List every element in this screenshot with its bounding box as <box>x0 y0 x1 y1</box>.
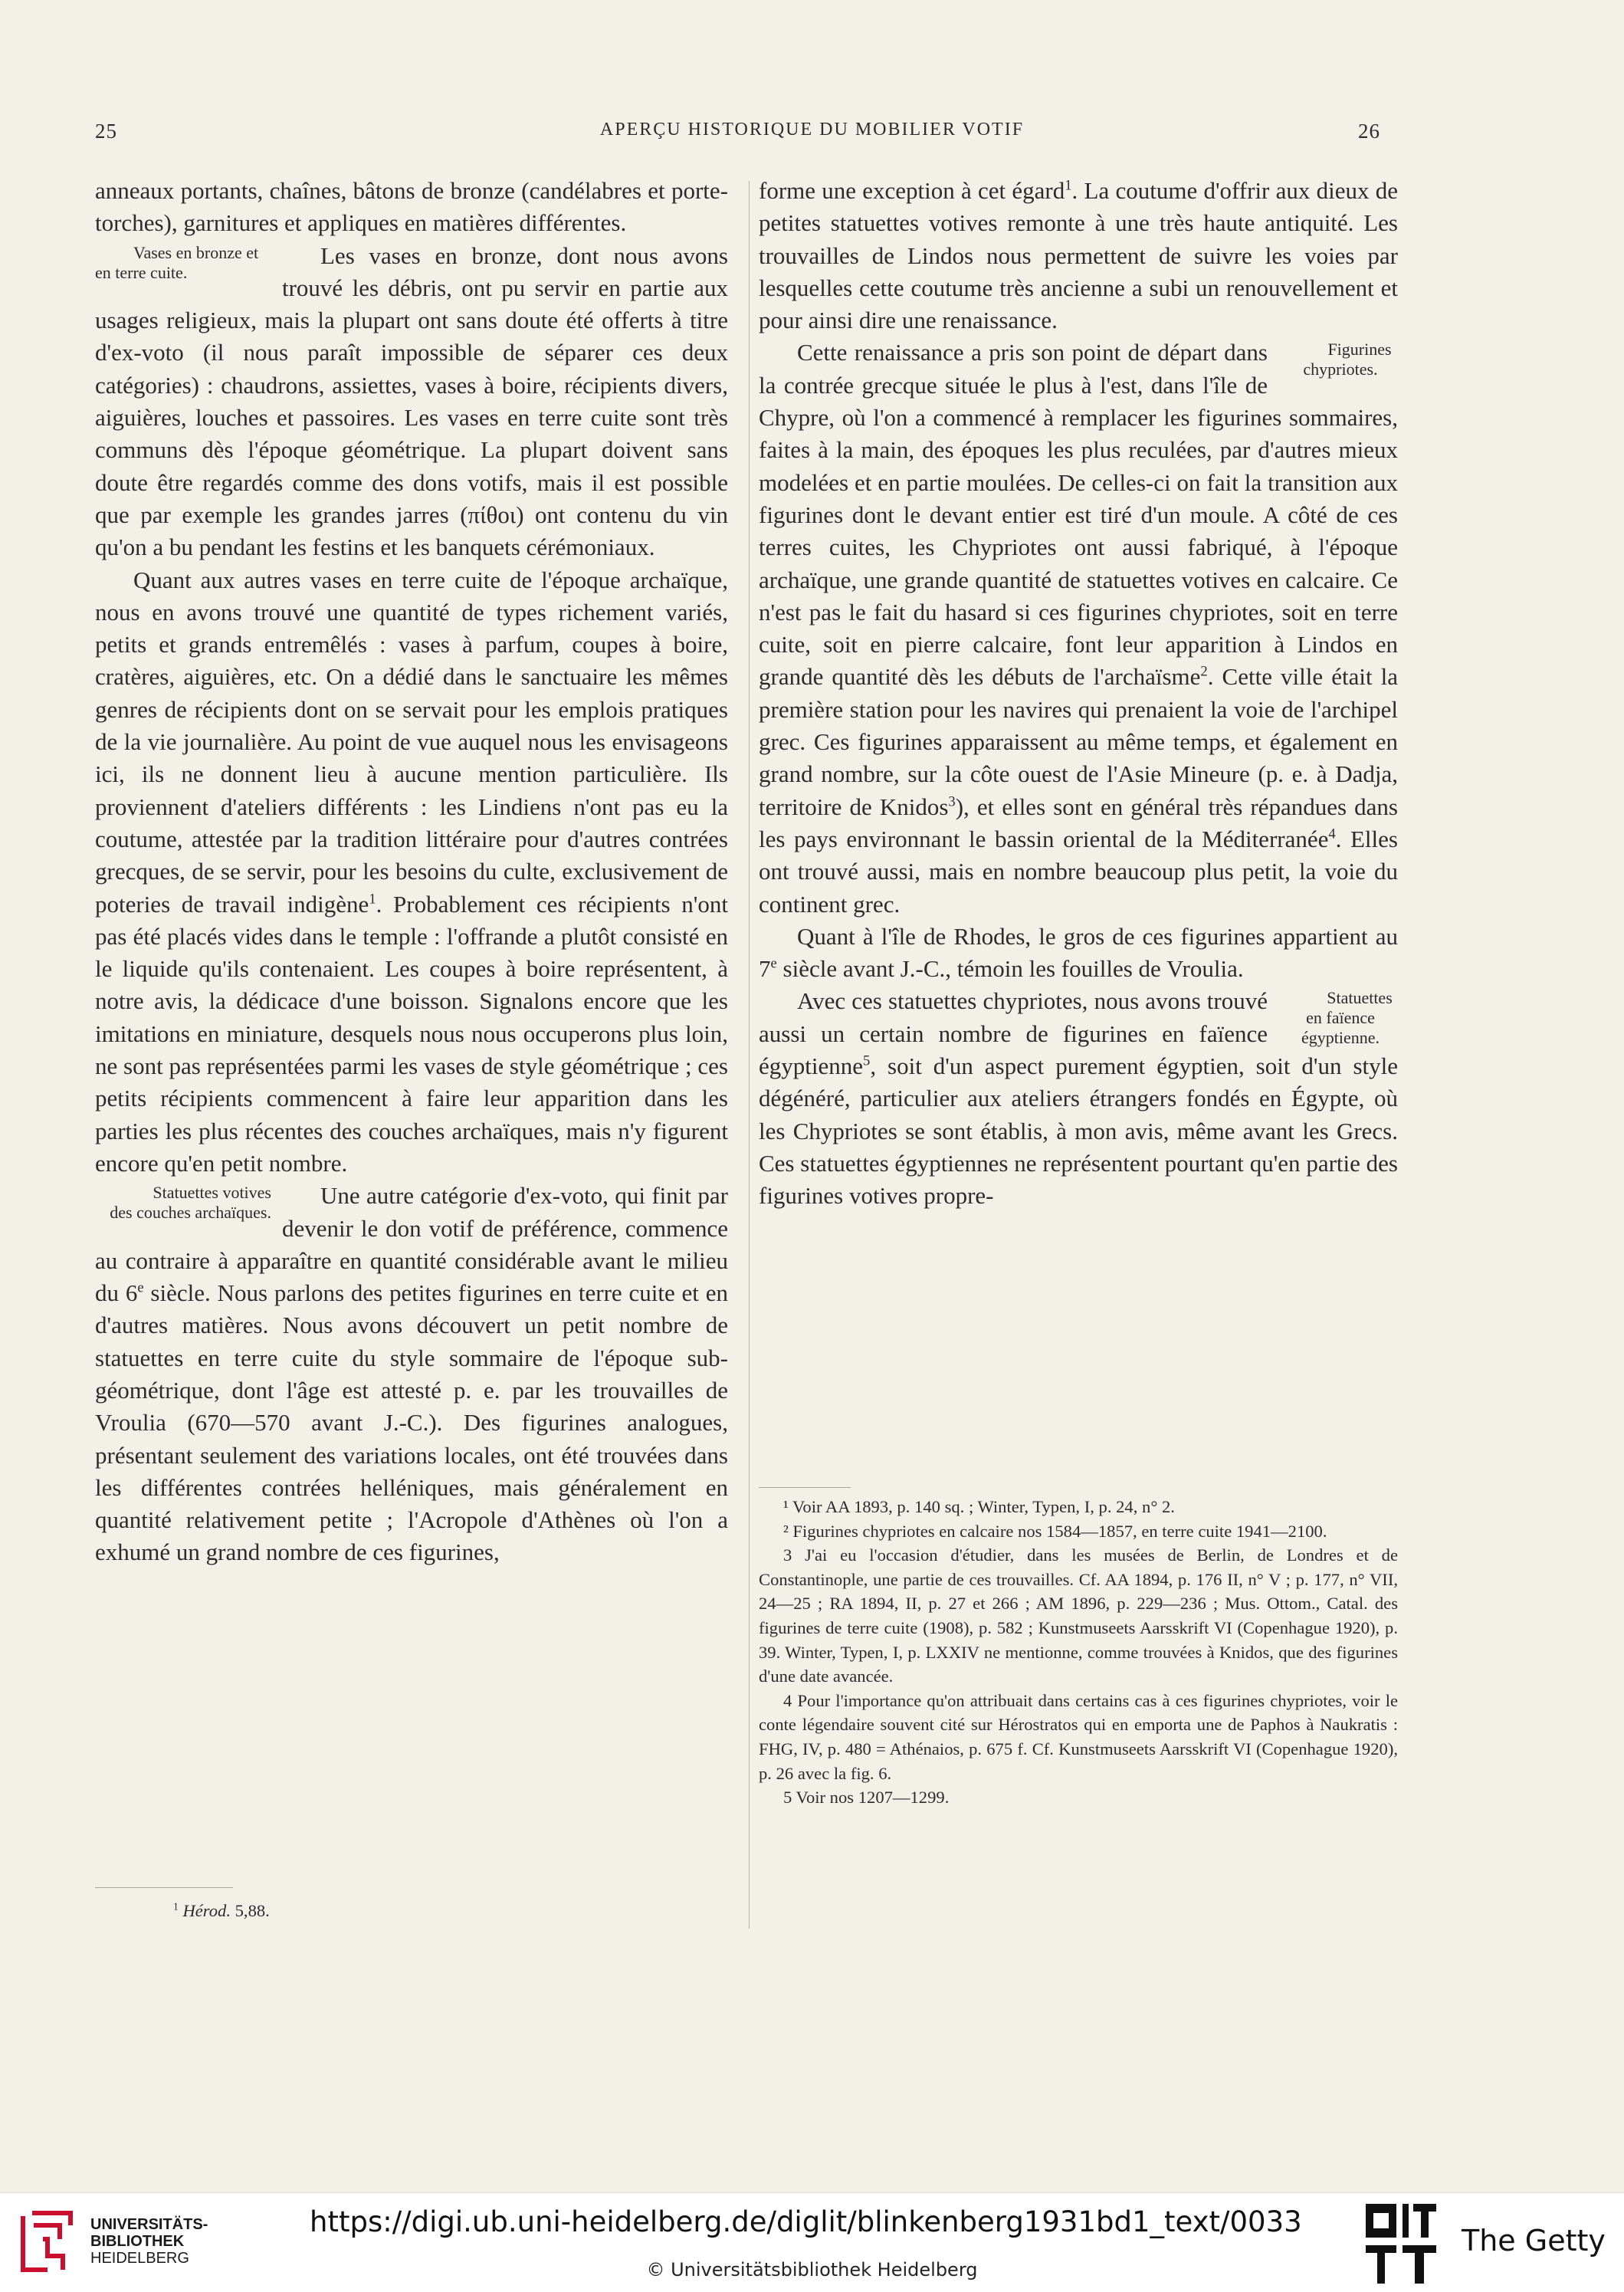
paragraph <box>759 985 1398 1212</box>
paragraph <box>95 1180 728 1569</box>
library-name-line: BIBLIOTHEK <box>90 2233 185 2250</box>
footnote-marker: 2 <box>1200 664 1208 681</box>
paragraph-text: Les vases en bronze, dont nous avons trouvé les débris, ont pu servir en partie aux usages religieux, mais la plupart ont sans doute été offerts à titre d'ex-voto (il nous paraît impossible de séparer ces deux catégories) : chaudrons, assiettes, vases à boire, récipients divers, aiguières, louches et passoires. Les vases en terre cuite sont très communs dès l'époque géométrique. La plupart doivent sans doute être regardés comme des dons votifs, mais il est possible que par exemple les grandes jarres (πίθοι) ont contenu du vin qu'on a bu pendant les festins et les banquets cérémoniaux. <box>95 241 728 561</box>
permalink-url[interactable]: https://digi.ub.uni-heidelberg.de/diglit/blinkenberg1931bd1_text/0033 <box>310 2205 1302 2238</box>
getty-label: The Getty <box>1462 2224 1606 2258</box>
footnote-reference: Hérod. <box>182 1901 231 1920</box>
paragraph <box>759 337 1398 920</box>
paragraph-text: . La coutume d'offrir aux dieux de petites statuettes votives remonte à une très haute antiquité. Les trouvailles de Lindos nous permettent de suivre les voies par lesquelles cette coutume très ancienne a subi un renouvellement et pour ainsi dire une renaissance. <box>759 177 1398 334</box>
paragraph-text: siècle avant J.-C., témoin les fouilles de Vroulia. <box>776 955 1244 983</box>
superscript: e <box>770 955 777 972</box>
paragraph-text: . Elles ont trouvé aussi, mais en nombre beaucoup plus petit, la voie du continent grec. <box>759 825 1398 918</box>
footnote: 4 Pour l'importance qu'on attribuait dans certains cas à ces figurines chypriotes, voir le conte légendaire souvent cité sur Hérostratos qui en emporta une de Paphos à Naukratis : FHG, IV, p. 480 = Athénaios, p. 675 f. Cf. Kunstmuseets Aarsskrift VI (Copenhague 1920), p. 26 avec la fig. 6. <box>759 1690 1398 1783</box>
paragraph <box>759 921 1398 986</box>
paragraph <box>95 240 728 564</box>
paragraph-text: Avec ces statuettes chypriotes, nous avons trouvé aussi un certain nombre de figurines en faïence égyptienne <box>759 987 1268 1080</box>
footnote: 5 Voir nos 1207—1299. <box>783 1788 950 1808</box>
column-divider <box>749 181 750 1929</box>
paragraph-text: . Cette ville était la première station pour les navires qui prenaient la voie de l'archipel grec. Ces figurines apparaissent au même temps, et également en grand nombre, sur la côte ouest de l'Asie Mineure (p. e. à Dadja, territoire de Knidos <box>759 663 1398 820</box>
superscript: e <box>137 1279 144 1296</box>
paragraph <box>95 564 728 1180</box>
footnote-left <box>173 1901 270 1921</box>
sidenote-statuettes-votives: Statuettes votives des couches archaïques. <box>110 1183 271 1223</box>
left-column <box>95 175 728 1569</box>
footnote-page: 5,88. <box>230 1901 270 1920</box>
paragraph-text: ), et elles sont en général très répandues dans les pays environnant le bassin oriental de la Méditerranée <box>759 793 1398 852</box>
paragraph-text: Quant aux autres vases en terre cuite de l'époque archaïque, nous en avons trouvé une quantité de types richement variés, petits et grands entremêlés : vases à parfum, coupes à boire, cratères, aiguières, etc. On a dédié dans le sanctuaire les mêmes genres de récipients dont on se servait pour les emplois pratiques de la vie journalière. Au point de vue auquel nous les envisageons ici, ils ne donnent lieu à aucune mention particulière. Ils proviennent d'ateliers différents : les Lindiens n'ont pas eu la coutume, attestée par la tradition littéraire pour d'autres contrées grecques, de se servir, pour les besoins du culte, exclusivement de poteries de travail indigène <box>95 566 728 918</box>
footnote: 3 J'ai eu l'occasion d'étudier, dans les musées de Berlin, de Londres et de Constantinople, une partie de ces trouvailles. Cf. AA 1894, p. 176 II, n° V ; p. 177, n° VII, 24—25 ; RA 1894, II, p. 27 et 266 ; AM 1896, p. 229—236 ; Mus. Ottom., Catal. des figurines de terre cuite (1908), p. 582 ; Kunstmuseets Aarsskrift VI (Copenhague 1920), p. 39. Winter, Typen, I, p. LXXIV ne mentionne, comme trouvées à Knidos, que des figurines d'une date avancée. <box>759 1545 1398 1686</box>
running-title: APERÇU HISTORIQUE DU MOBILIER VOTIF <box>599 120 1025 140</box>
footnote-marker: 5 <box>863 1052 871 1069</box>
footnote: ¹ Voir AA 1893, p. 140 sq. ; Winter, Typen, I, p. 24, n° 2. <box>783 1497 1175 1516</box>
right-column <box>759 175 1398 1213</box>
page-number-left: 25 <box>95 120 117 143</box>
footnote-marker: 1 <box>1065 177 1072 194</box>
paragraph-text: Quant à l'île de Rhodes, le gros de ces figurines appartient au 7 <box>759 922 1398 983</box>
footnote: ² Figurines chypriotes en calcaire nos 1584—1857, en terre cuite 1941—2100. <box>783 1521 1327 1541</box>
getty-logo-icon[interactable] <box>1366 2204 1436 2284</box>
library-name-line: HEIDELBERG <box>90 2250 189 2267</box>
sidenote-faience: Statuettes en faïence égyptienne. <box>1301 988 1393 1048</box>
footnotes-right <box>759 1495 1398 1810</box>
sidenote-vases: Vases en bronze et en terre cuite. <box>95 242 259 282</box>
copyright-text: © Universitätsbibliothek Heidelberg <box>646 2259 978 2281</box>
paragraph <box>759 175 1398 337</box>
library-name-line: UNIVERSITÄTS- <box>90 2216 208 2233</box>
paragraph-text: Cette renaissance a pris son point de départ dans la contrée grecque située le plus à l'est, dans l'île de Chypre, où l'on a commencé à remplacer les figurines sommaires, faites à la main, des époques les plus reculées, par d'autres mieux modelées et en partie moulées. De celles-ci on fait la transition aux figurines dont le devant entier est tiré d'un moule. A côté de ces terres cuites, les Chypriotes ont aussi fabriqué, à l'époque archaïque, une grande quantité de statuettes votives en calcaire. Ce n'est pas le fait du hasard si ces figurines chypriotes, soit en terre cuite, soit en pierre calcaire, font leur apparition à Lindos en grande quantité dès les débuts de l'archaïsme <box>759 339 1398 691</box>
viewer-footer <box>0 2192 1624 2292</box>
footnote-marker: 3 <box>948 793 956 810</box>
paragraph-text: , soit d'un aspect purement égyptien, soit d'un style dégénéré, particulier aux ateliers étrangers fondés en Égypte, où les Chypriotes se sont établis, à mon avis, même avant les Grecs. Ces statuettes égyptiennes ne représentent pourtant qu'en partie des figurines votives propre- <box>759 1052 1398 1210</box>
paragraph-text: forme une exception à cet égard <box>759 177 1065 204</box>
running-head <box>0 120 1624 150</box>
page-number-right: 26 <box>1358 120 1380 143</box>
paragraph-text: siècle. Nous parlons des petites figurines en terre cuite et en d'autres matières. Nous avons découvert un petit nombre de statuettes en terre cuite du style sommaire de l'époque sub-géométrique, dont l'âge est attesté p. e. par les trouvailles de Vroulia (670—570 avant J.-C.). Des figurines analogues, présentant seulement des variations locales, ont été trouvées dans les différentes contrées helléniques, mais généralement en quantité relativement petite ; l'Acropole d'Athènes où l'on a exhumé un grand nombre de ces figurines, <box>95 1279 728 1566</box>
paragraph-text: . Probablement ces récipients n'ont pas été placés vides dans le temple : l'offrande a plutôt consisté en le liquide qu'ils contenaient. Les coupes à boire représentent, à notre avis, la dédicace d'une boisson. Signalons encore que les imitations en miniature, desquels nous nous occuperons plus loin, ne sont pas représentées parmi les vases de style géométrique ; ces petits récipients commencent à faire leur apparition dans les parties les plus récentes des couches archaïques, mais n'y figurent encore qu'en petit nombre. <box>95 890 728 1177</box>
paragraph-text: Une autre catégorie d'ex-voto, qui finit par devenir le don votif de préférence, commence au contraire à apparaître en quantité considérable avant le milieu du 6 <box>95 1182 728 1307</box>
footnote-rule-right <box>759 1487 851 1488</box>
footnote-rule-left <box>95 1887 233 1888</box>
footnote-marker: 1 <box>369 891 376 908</box>
paragraph: anneaux portants, chaînes, bâtons de bronze (candélabres et porte-torches), garnitures et appliques en matières différentes. <box>95 177 728 237</box>
sidenote-figurines: Figurines chypriotes. <box>1303 340 1392 379</box>
footnote-number: 1 <box>173 1900 179 1913</box>
footnote-marker: 4 <box>1328 826 1336 842</box>
